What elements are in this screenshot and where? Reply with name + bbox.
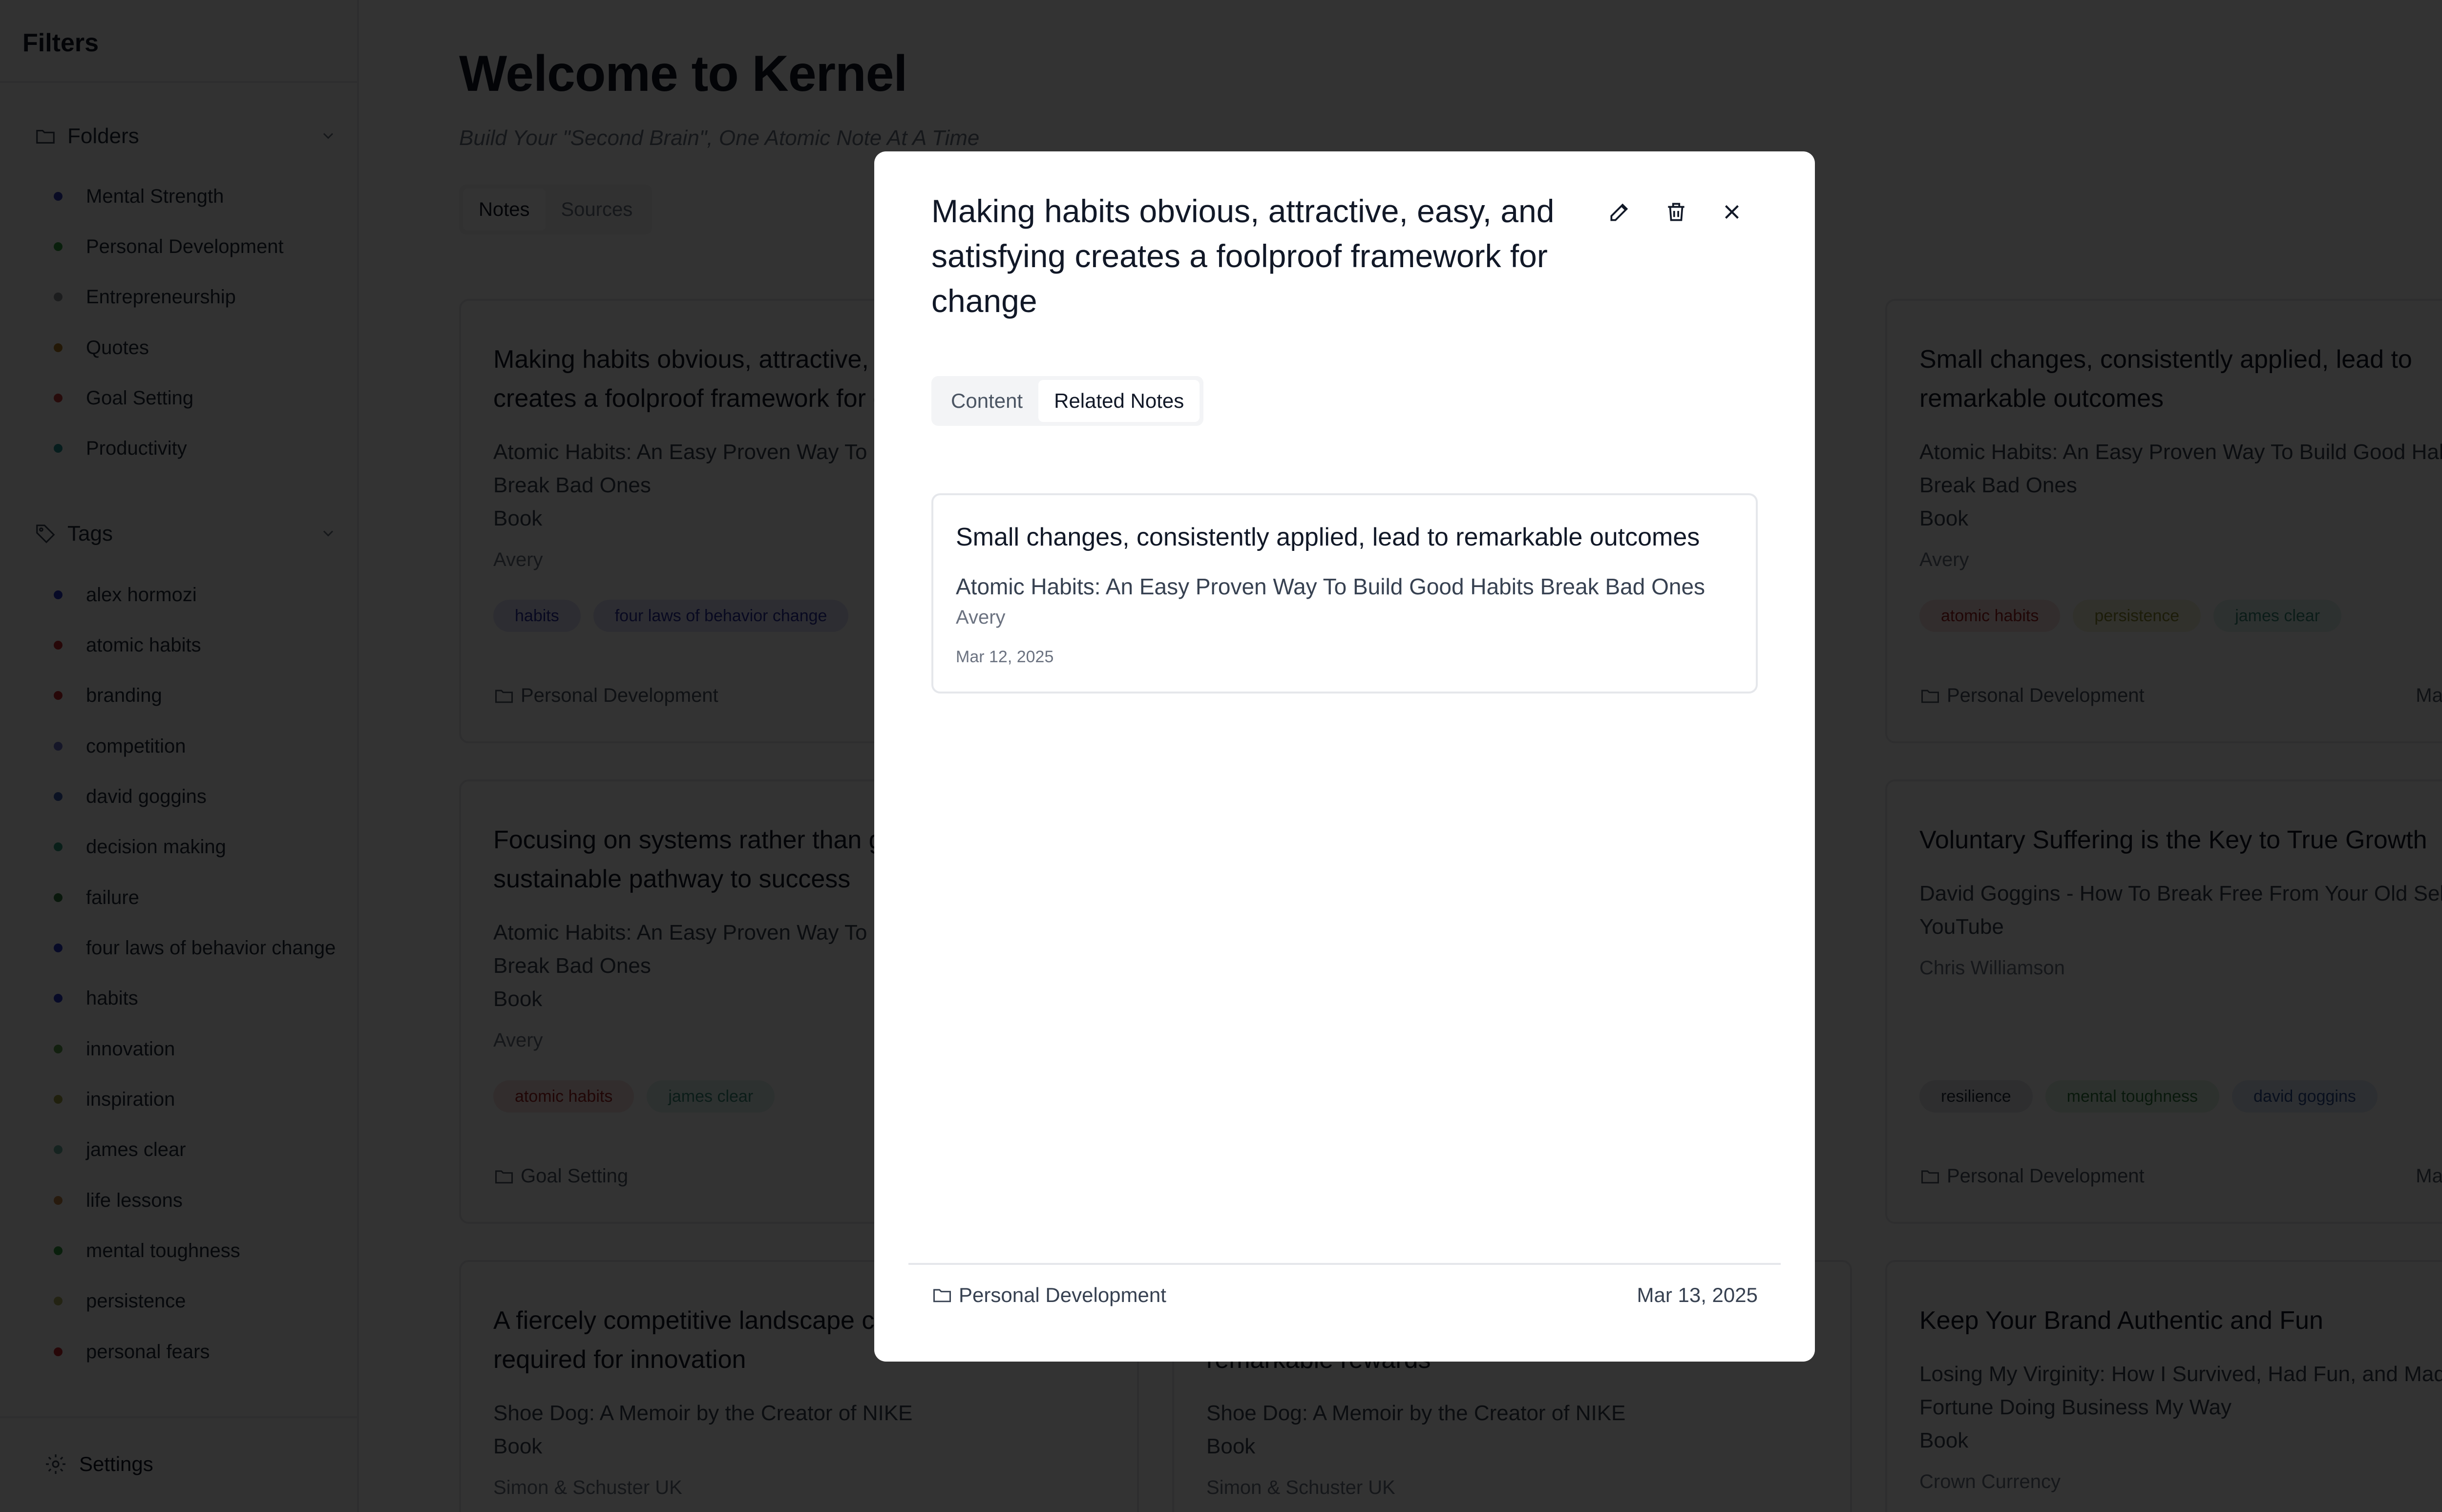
folder-icon [931,1284,953,1306]
trash-icon [1664,200,1688,224]
modal-footer-divider [908,1263,1781,1265]
related-note-title: Small changes, consistently applied, lead to remarkable outcomes [956,523,1700,551]
pencil-icon [1607,200,1632,224]
related-note-source: Atomic Habits: An Easy Proven Way To Build Good Habits Break Bad Ones [956,574,1705,599]
edit-button[interactable] [1604,196,1635,228]
modal-folder [931,1283,1166,1307]
modal-footer [931,1283,1758,1307]
close-icon [1720,200,1744,224]
modal-date: Mar 13, 2025 [1637,1283,1758,1306]
close-button[interactable] [1716,196,1747,228]
note-detail-modal [874,151,1815,1362]
modal-folder-label: Personal Development [959,1283,1166,1306]
related-note-card[interactable] [931,493,1758,693]
tab-related-notes[interactable]: Related Notes [1038,380,1200,422]
delete-button[interactable] [1661,196,1692,228]
modal-tabs [931,376,1203,426]
related-note-author: Avery [956,607,1006,628]
related-note-date: Mar 12, 2025 [956,648,1054,666]
modal-title: Making habits obvious, attractive, easy, and satisfying creates a foolproof framework for change [931,193,1555,319]
tab-content[interactable]: Content [951,389,1023,412]
